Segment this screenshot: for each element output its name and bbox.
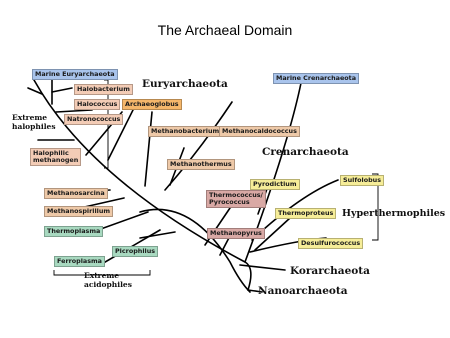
extreme-acidophiles-label: [84, 272, 132, 289]
taxon-halococcus: Halococcus: [74, 99, 120, 110]
methanobacterium-branch: [145, 112, 152, 186]
extreme-halophiles-label: [12, 114, 56, 131]
thermococcus-pyrococcus-line2: Pyrococcus: [209, 198, 250, 206]
nanoarchaeota-label: Nanoarchaeota: [258, 285, 348, 297]
taxon-methanothermus: Methanothermus: [167, 159, 235, 170]
thermococcus-branch: [205, 208, 230, 245]
extreme-acidophiles-line2: acidophiles: [84, 279, 132, 289]
taxon-methanosarcina: Methanosarcina: [44, 188, 108, 199]
taxon-thermoplasma: Thermoplasma: [44, 226, 103, 237]
taxon-marine-euryarchaeota: Marine Euryarchaeota: [32, 69, 118, 80]
taxon-marine-crenarchaeota: Marine Crenarchaeota: [273, 73, 359, 84]
taxon-desulfurococcus: Desulfurococcus: [298, 238, 363, 249]
taxon-natronococcus: Natronococcus: [64, 114, 123, 125]
taxon-thermococcus-pyrococcus: [206, 190, 266, 208]
korarchaeota-label: Korarchaeota: [290, 265, 370, 277]
taxon-picrophilus: Picrophilus: [112, 246, 158, 257]
taxon-archaeoglobus: Archaeoglobus: [122, 99, 182, 110]
halophile-branch: [52, 88, 72, 92]
halophilic-methanogen-line1: Halophilic: [33, 149, 69, 157]
euryarchaeota-label: Euryarchaeota: [142, 78, 228, 90]
taxon-ferroplasma: Ferroplasma: [54, 256, 105, 267]
taxon-methanospirillum: Methanospirillum: [44, 206, 113, 217]
extreme-halophiles-line2: halophiles: [12, 121, 56, 131]
taxon-halobacterium: Halobacterium: [74, 84, 133, 95]
taxon-halophilic-methanogen: [30, 148, 81, 166]
taxon-sulfolobus: Sulfolobus: [340, 175, 384, 186]
taxon-methanobacterium: Methanobacterium: [148, 126, 222, 137]
taxon-methanopyrus: Methanopyrus: [207, 228, 265, 239]
picrophilus-branch: [140, 232, 175, 238]
taxon-pyrodictium: Pyrodictium: [250, 179, 300, 190]
thermococcus-pyrococcus-line1: Thermococcus/: [209, 191, 263, 199]
taxon-thermoproteus: Thermoproteus: [275, 208, 336, 219]
halophilic-methanogen-line2: methanogen: [33, 156, 79, 164]
halophile-branch: [56, 110, 92, 112]
hyperthermophiles-label: Hyperthermophiles: [342, 208, 446, 219]
extreme-acidophiles-line1: Extreme: [84, 271, 120, 280]
diagram-title: The Archaeal Domain: [157, 22, 293, 38]
methanocaldococcus-branch: [165, 102, 232, 190]
korarchaeota-branch: [240, 265, 285, 270]
taxon-methanocaldococcus: Methanocaldococcus: [219, 126, 300, 137]
extreme-halophiles-line1: Extreme: [12, 113, 48, 122]
crenarchaeota-label: Crenarchaeota: [262, 146, 349, 158]
